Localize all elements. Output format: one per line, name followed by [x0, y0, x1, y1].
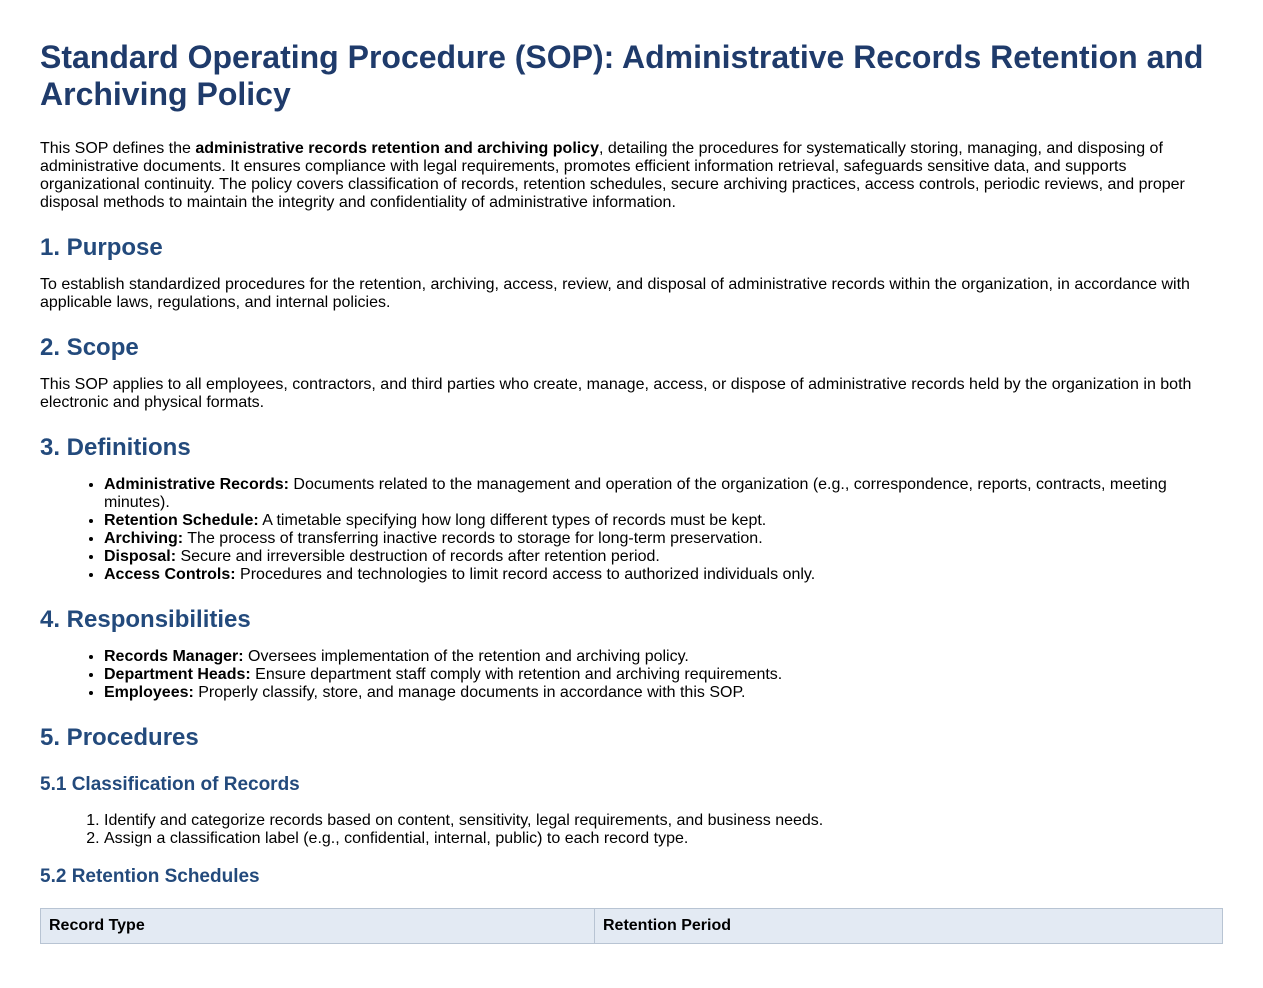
table-header-row — [41, 909, 1223, 944]
definition-text: Secure and irreversible destruction of records after retention period. — [176, 548, 660, 565]
list-item: 1. Identify and categorize records based on content, sensitivity, legal requirements, and business needs. — [104, 812, 1223, 830]
role-text: Ensure department staff comply with retention and archiving requirements. — [250, 666, 783, 683]
intro-bold: administrative records retention and archiving policy — [195, 140, 600, 157]
list-item — [104, 548, 1223, 566]
list-item — [104, 684, 1223, 702]
column-header-record-type: Record Type — [41, 909, 595, 944]
list-item: 2. Assign a classification label (e.g., confidential, internal, public) to each record type. — [104, 830, 1223, 848]
role-text: Oversees implementation of the retention and archiving policy. — [243, 648, 689, 665]
definition-text: Documents related to the management and operation of the organization (e.g., correspondence, reports, contracts, meeting minutes). — [104, 476, 1167, 511]
role-term: Employees: — [104, 684, 194, 701]
scope-text: This SOP applies to all employees, contractors, and third parties who create, manage, access, or dispose of administrative records held by the organization in both electronic and physical formats. — [40, 376, 1192, 411]
heading-procedures: 5. Procedures — [40, 724, 199, 751]
definitions-list — [40, 476, 1223, 584]
document-title: Standard Operating Procedure (SOP): Administrative Records Retention and Archiving Policy — [40, 39, 1204, 112]
role-term: Department Heads: — [104, 666, 251, 683]
definition-text: A timetable specifying how long different types of records must be kept. — [258, 512, 767, 529]
list-item — [104, 512, 1223, 530]
list-item — [104, 648, 1223, 666]
responsibilities-list — [40, 648, 1223, 702]
definition-text: The process of transferring inactive records to storage for long-term preservation. — [183, 530, 763, 547]
list-item — [104, 476, 1223, 512]
role-text: Properly classify, store, and manage documents in accordance with this SOP. — [193, 684, 746, 701]
heading-retention-schedules: 5.2 Retention Schedules — [40, 866, 260, 887]
intro-suffix: , detailing the procedures for systematically storing, managing, and disposing of administrative documents. It ensures compliance with legal requirements, promotes efficient information retrieval, safeguards sensitive data, and supports organizational continuity. The policy covers classification of records, retention schedules, secure archiving practices, access controls, periodic reviews, and proper disposal methods to maintain the integrity and confidentiality of administrative information. — [40, 140, 1185, 211]
heading-purpose: 1. Purpose — [40, 234, 163, 261]
list-item — [104, 566, 1223, 584]
heading-definitions: 3. Definitions — [40, 434, 191, 461]
definition-term: Retention Schedule: — [104, 512, 259, 529]
definition-term: Administrative Records: — [104, 476, 289, 493]
heading-classification: 5.1 Classification of Records — [40, 774, 300, 795]
list-item — [104, 666, 1223, 684]
document-page — [0, 39, 1263, 944]
role-term: Records Manager: — [104, 648, 244, 665]
list-item — [104, 530, 1223, 548]
heading-scope: 2. Scope — [40, 334, 139, 361]
definition-term: Disposal: — [104, 548, 177, 565]
classification-steps — [40, 812, 1223, 848]
definition-term: Archiving: — [104, 530, 184, 547]
definition-text: Procedures and technologies to limit record access to authorized individuals only. — [235, 566, 816, 583]
column-header-retention-period: Retention Period — [595, 909, 1223, 944]
heading-responsibilities: 4. Responsibilities — [40, 606, 251, 633]
retention-table — [40, 908, 1223, 944]
intro-prefix: This SOP defines the — [40, 140, 196, 157]
definition-term: Access Controls: — [104, 566, 236, 583]
purpose-text: To establish standardized procedures for the retention, archiving, access, review, and disposal of administrative records within the organization, in accordance with applicable laws, regulations, and internal policies. — [40, 276, 1190, 311]
intro-paragraph — [40, 140, 1223, 212]
